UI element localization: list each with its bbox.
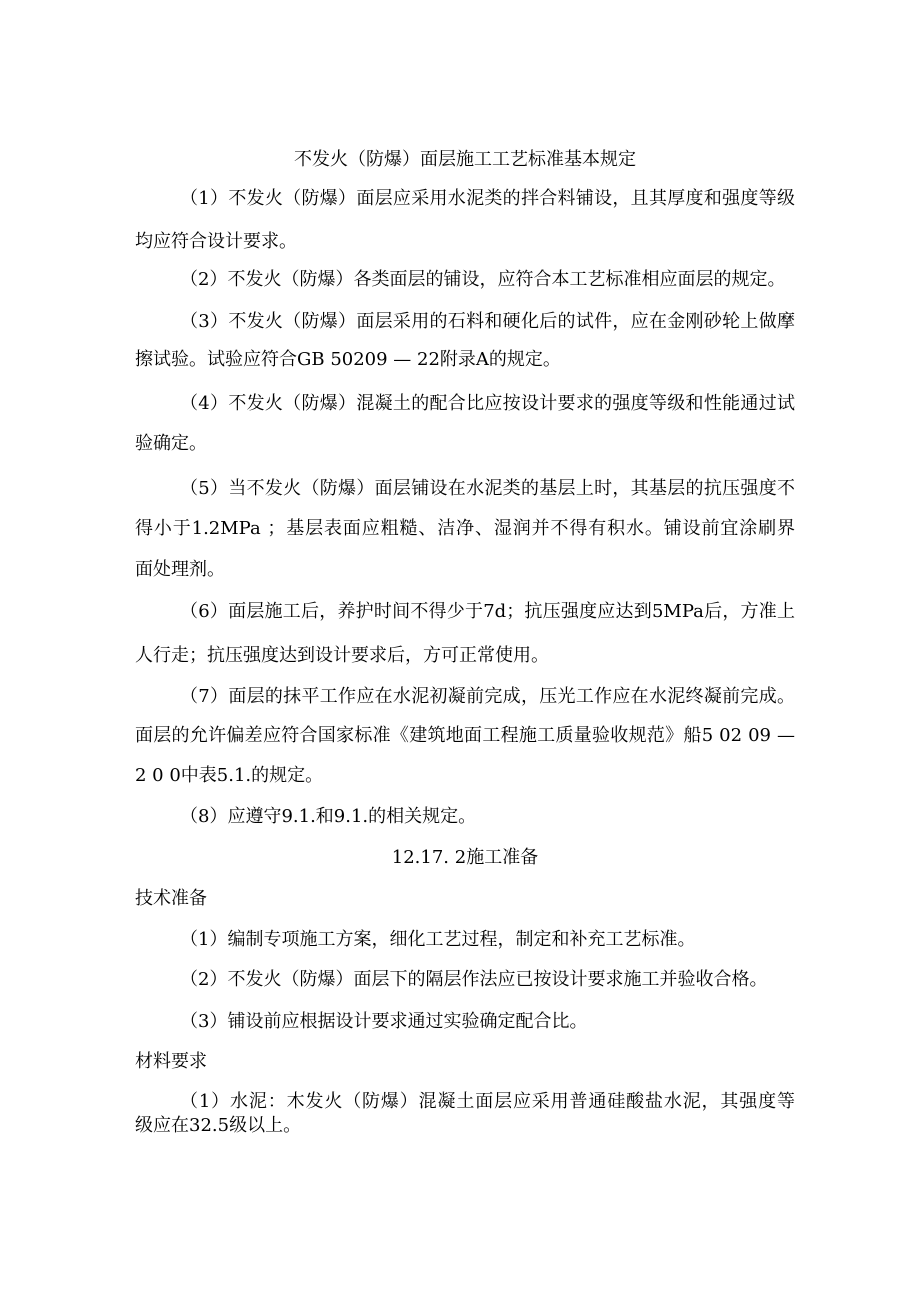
rule-5-line-1: （5）当不发火（防爆）面层铺设在水泥类的基层上时，其基层的抗压强度不 — [180, 478, 795, 499]
material-req-heading: 材料要求 — [135, 1051, 207, 1072]
rule-8-line-1: （8）应遵守9.1.和9.1.的相关规定。 — [180, 806, 477, 827]
rule-4-line-1: （4）不发火（防爆）混凝土的配合比应按设计要求的强度等级和性能通过试 — [180, 393, 795, 414]
rule-7-line-3: 2 0 0中表5.1.的规定。 — [135, 765, 324, 786]
page-title: 不发火（防爆）面层施工工艺标准基本规定 — [294, 149, 636, 170]
rule-1-line-1: （1）不发火（防爆）面层应采用水泥类的拌合料铺设，且其厚度和强度等级 — [180, 188, 795, 209]
rule-6-line-1: （6）面层施工后，养护时间不得少于7d；抗压强度应达到5MPa后，方准上 — [180, 601, 795, 622]
rule-5-line-3: 面处理剂。 — [135, 559, 225, 580]
rule-7-line-1: （7）面层的抹平工作应在水泥初凝前完成，压光工作应在水泥终凝前完成。 — [180, 686, 795, 707]
rule-6-line-2: 人行走；抗压强度达到设计要求后，方可正常使用。 — [135, 645, 549, 666]
tech-prep-item-3: （3）铺设前应根据设计要求通过实验确定配合比。 — [180, 1011, 588, 1032]
rule-7-line-2: 面层的允许偏差应符合国家标准《建筑地面工程施工质量验收规范》船5 02 09 — — [135, 725, 795, 746]
material-req-item-1-line-1: （1）水泥：木发火（防爆）混凝土面层应采用普通硅酸盐水泥，其强度等 — [180, 1091, 795, 1112]
rule-3-line-1: （3）不发火（防爆）面层采用的石料和硬化后的试件，应在金刚砂轮上做摩 — [180, 311, 795, 332]
material-req-item-1-line-2: 级应在32.5级以上。 — [135, 1115, 302, 1136]
tech-prep-heading: 技术准备 — [135, 888, 207, 909]
rule-5-line-2: 得小于1.2MPa ；基层表面应粗糙、洁净、湿润并不得有积水。铺设前宜涂刷界 — [135, 518, 795, 539]
rule-4-line-2: 验确定。 — [135, 433, 207, 454]
tech-prep-item-2: （2）不发火（防爆）面层下的隔层作法应已按设计要求施工并验收合格。 — [180, 969, 768, 990]
tech-prep-item-1: （1）编制专项施工方案，细化工艺过程，制定和补充工艺标准。 — [180, 929, 696, 950]
rule-3-line-2: 擦试验。试验应符合GB 50209 — 22附录A的规定。 — [135, 349, 561, 370]
section-heading: 12.17. 2施工准备 — [391, 847, 539, 868]
rule-2-line-1: （2）不发火（防爆）各类面层的铺设，应符合本工艺标准相应面层的规定。 — [180, 269, 786, 290]
rule-1-line-2: 均应符合设计要求。 — [135, 231, 297, 252]
